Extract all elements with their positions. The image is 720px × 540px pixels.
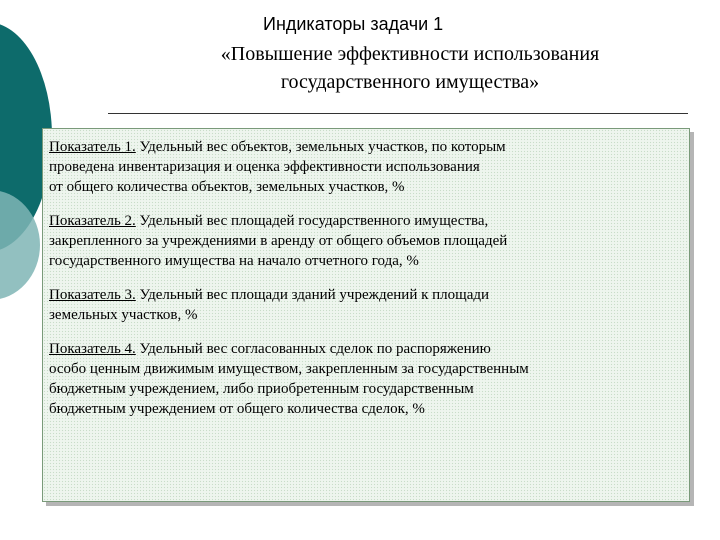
indicator-3-line-1 [49,285,689,305]
indicator-2 [49,211,689,271]
slide-title: Индикаторы задачи 1 [263,14,444,34]
subtitle-line-1: «Повышение эффективности использования [220,43,600,65]
indicator-1-line-1 [49,137,689,157]
indicator-2-line-1 [49,211,689,231]
indicator-3-text-1: Удельный вес площади зданий учреждений к площади [135,287,490,303]
divider-line [108,113,688,114]
slide-subtitle [170,40,650,96]
indicator-4-line-3: бюджетным учреждением, либо приобретенным государственным [49,381,474,397]
indicator-1-text-1: Удельный вес объектов, земельных участков, по которым [135,139,506,155]
indicator-4 [49,339,689,419]
subtitle-line-2: государственного имущества» [280,71,540,93]
indicator-1 [49,137,689,197]
indicator-2-line-3: государственного имущества на начало отчетного года, % [49,253,419,269]
indicator-1-line-2: проведена инвентаризация и оценка эффективности использования [49,159,480,175]
indicator-4-line-2: особо ценным движимым имуществом, закрепленным за государственным [49,361,529,377]
indicator-3-line-2: земельных участков, % [49,307,198,323]
indicator-4-label: Показатель 4. [49,341,136,357]
indicator-1-line-3: от общего количества объектов, земельных участков, % [49,179,405,195]
indicator-4-text-1: Удельный вес согласованных сделок по распоряжению [135,341,491,357]
indicators-panel [42,128,690,502]
indicator-4-line-4: бюджетным учреждением от общего количества сделок, % [49,401,425,417]
indicator-2-line-2: закрепленного за учреждениями в аренду от общего объемов площадей [49,233,508,249]
indicator-3-label: Показатель 3. [49,287,136,303]
indicator-2-text-1: Удельный вес площадей государственного имущества, [135,213,489,229]
indicator-4-line-1 [49,339,689,359]
indicator-3 [49,285,689,325]
indicator-1-label: Показатель 1. [49,139,136,155]
indicator-2-label: Показатель 2. [49,213,136,229]
